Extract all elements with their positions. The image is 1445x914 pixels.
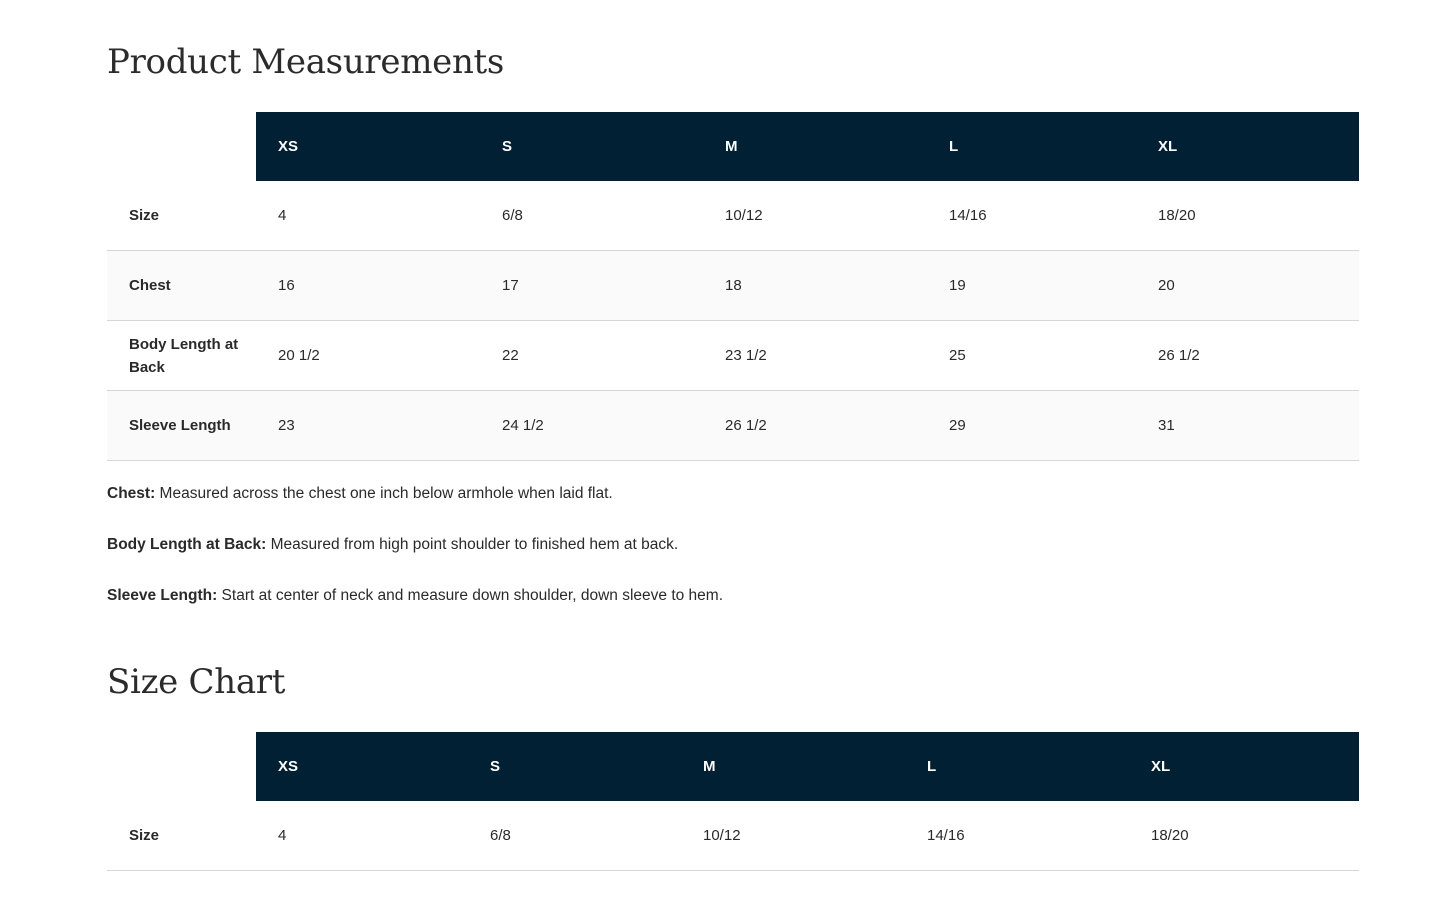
table-cell: 29 bbox=[927, 391, 1136, 461]
note-term: Chest: bbox=[107, 485, 156, 502]
column-header-m: M bbox=[681, 732, 905, 801]
table-cell: 6/8 bbox=[468, 801, 681, 871]
table-cell: 17 bbox=[480, 251, 703, 321]
row-label: Size bbox=[107, 801, 256, 871]
table-cell: 20 bbox=[1136, 251, 1359, 321]
table-cell: 4 bbox=[256, 181, 480, 251]
table-row-size bbox=[107, 181, 1359, 251]
measurement-notes bbox=[107, 484, 1359, 637]
column-header-xs: XS bbox=[256, 112, 480, 181]
column-header-l: L bbox=[927, 112, 1136, 181]
table-row-chest bbox=[107, 251, 1359, 321]
table-cell: 24 1/2 bbox=[480, 391, 703, 461]
table-cell: 18/20 bbox=[1129, 801, 1359, 871]
table-header-row bbox=[107, 112, 1359, 181]
column-header-s: S bbox=[468, 732, 681, 801]
table-cell: 22 bbox=[480, 321, 703, 391]
column-header-s: S bbox=[480, 112, 703, 181]
note-text: Start at center of neck and measure down shoulder, down sleeve to hem. bbox=[217, 587, 724, 604]
column-header-xl: XL bbox=[1129, 732, 1359, 801]
row-label: Chest bbox=[107, 251, 256, 321]
table-cell: 4 bbox=[256, 801, 468, 871]
size-chart-title: Size Chart bbox=[107, 662, 286, 702]
table-cell: 16 bbox=[256, 251, 480, 321]
note-body-length bbox=[107, 535, 1359, 555]
table-cell: 31 bbox=[1136, 391, 1359, 461]
table-cell: 26 1/2 bbox=[703, 391, 927, 461]
table-cell: 18 bbox=[703, 251, 927, 321]
table-corner-cell bbox=[107, 112, 256, 181]
table-row-sleeve-length bbox=[107, 391, 1359, 461]
table-cell: 23 1/2 bbox=[703, 321, 927, 391]
table-row-size bbox=[107, 801, 1359, 871]
note-term: Body Length at Back: bbox=[107, 536, 267, 553]
table-corner-cell bbox=[107, 732, 256, 801]
table-cell: 18/20 bbox=[1136, 181, 1359, 251]
column-header-xl: XL bbox=[1136, 112, 1359, 181]
row-label: Body Length at Back bbox=[107, 321, 256, 391]
note-text: Measured across the chest one inch below armhole when laid flat. bbox=[155, 485, 613, 502]
column-header-xs: XS bbox=[256, 732, 468, 801]
table-cell: 14/16 bbox=[927, 181, 1136, 251]
product-measurements-table bbox=[107, 112, 1359, 461]
row-label: Sleeve Length bbox=[107, 391, 256, 461]
table-cell: 23 bbox=[256, 391, 480, 461]
note-term: Sleeve Length: bbox=[107, 587, 218, 604]
table-cell: 25 bbox=[927, 321, 1136, 391]
table-cell: 14/16 bbox=[905, 801, 1129, 871]
column-header-m: M bbox=[703, 112, 927, 181]
note-sleeve-length bbox=[107, 586, 1359, 606]
table-cell: 10/12 bbox=[703, 181, 927, 251]
table-row-body-length bbox=[107, 321, 1359, 391]
note-chest bbox=[107, 484, 1359, 504]
size-chart-table bbox=[107, 732, 1359, 871]
table-cell: 10/12 bbox=[681, 801, 905, 871]
column-header-l: L bbox=[905, 732, 1129, 801]
product-measurements-title: Product Measurements bbox=[107, 42, 505, 82]
table-cell: 20 1/2 bbox=[256, 321, 480, 391]
table-cell: 6/8 bbox=[480, 181, 703, 251]
note-text: Measured from high point shoulder to finished hem at back. bbox=[266, 536, 679, 553]
table-cell: 19 bbox=[927, 251, 1136, 321]
table-header-row bbox=[107, 732, 1359, 801]
table-cell: 26 1/2 bbox=[1136, 321, 1359, 391]
row-label: Size bbox=[107, 181, 256, 251]
